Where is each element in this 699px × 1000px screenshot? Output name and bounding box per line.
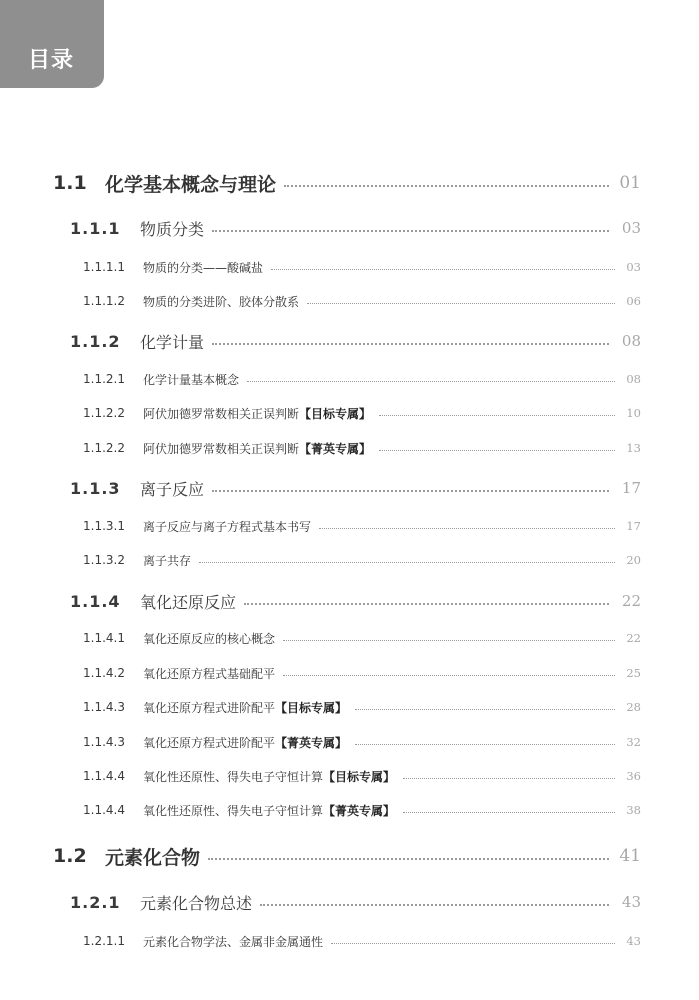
- toc-entry-title: [143, 440, 371, 457]
- toc-entry-page: 32: [626, 735, 641, 749]
- toc-leader-dots: [260, 904, 609, 906]
- toc-entry-page: 36: [626, 769, 641, 783]
- toc-entry-title-text: 阿伏加德罗常数相关正误判断: [143, 406, 300, 421]
- toc-entry-page: 38: [626, 803, 641, 817]
- toc-entry-page: 22: [626, 631, 641, 645]
- toc-entry-title: 元素化合物: [105, 846, 201, 869]
- toc-leader-dots: [403, 778, 615, 779]
- toc-leader-dots: [247, 381, 615, 382]
- toc-entry-page: 08: [621, 332, 641, 350]
- toc-entry-title-text: 氧化性还原性、得失电子守恒计算: [143, 803, 324, 818]
- toc-entry-title-text: 氧化还原方程式进阶配平: [143, 700, 276, 715]
- toc-entry-number: 1.1.1: [70, 218, 121, 238]
- toc-entry-number: 1.1.1.2: [83, 294, 125, 308]
- toc-entry-page: 43: [621, 893, 641, 911]
- toc-entry-page: 08: [626, 372, 641, 386]
- toc-entry-level3[interactable]: [83, 664, 641, 682]
- toc-entry-level3[interactable]: [83, 370, 641, 388]
- toc-entry-title: 化学基本概念与理论: [105, 173, 277, 196]
- toc-entry-number: 1.1.3.2: [83, 553, 125, 567]
- toc-entry-number: 1.2: [53, 845, 87, 867]
- toc-entry-number: 1.1.4.1: [83, 631, 125, 645]
- toc-leader-dots: [283, 640, 615, 641]
- toc-leader-dots: [212, 343, 609, 345]
- toc-entry-tag: 【目标专属】: [323, 769, 396, 784]
- toc-entry-title: [143, 768, 395, 785]
- toc-header-label: 目录: [28, 48, 75, 73]
- toc-leader-dots: [379, 450, 615, 451]
- toc-entry-level1[interactable]: [53, 844, 641, 868]
- toc-entry-page: 17: [621, 479, 641, 497]
- toc-entry-level3[interactable]: [83, 801, 641, 819]
- toc-leader-dots: [403, 812, 615, 813]
- toc-entry-title: 氧化还原反应的核心概念: [143, 631, 276, 646]
- toc-entry-level3[interactable]: [83, 439, 641, 457]
- toc-entry-tag: 【目标专属】: [275, 700, 348, 715]
- toc-entry-title: 离子反应: [140, 479, 205, 499]
- toc-entry-page: 17: [626, 519, 641, 533]
- toc-entry-title: 离子反应与离子方程式基本书写: [143, 519, 312, 534]
- toc-leader-dots: [355, 709, 615, 710]
- toc-leader-dots: [212, 490, 609, 492]
- toc-entry-level2[interactable]: [70, 477, 641, 499]
- toc-entry-title-text: 氧化还原方程式进阶配平: [143, 735, 276, 750]
- toc-entry-level2[interactable]: [70, 891, 641, 913]
- toc-leader-dots: [319, 528, 615, 529]
- toc-entry-number: 1.2.1.1: [83, 934, 125, 948]
- toc-entry-level3[interactable]: [83, 258, 641, 276]
- toc-entry-number: 1.1: [53, 172, 87, 194]
- toc-entry-title: [143, 802, 395, 819]
- toc-leader-dots: [271, 269, 615, 270]
- toc-entry-level1[interactable]: [53, 171, 641, 195]
- toc-entry-page: 01: [619, 173, 641, 193]
- toc-entry-title: [143, 699, 347, 716]
- toc-entry-number: 1.1.4.4: [83, 803, 125, 817]
- toc-entry-title-text: 氧化性还原性、得失电子守恒计算: [143, 769, 324, 784]
- toc-entry-page: 20: [626, 553, 641, 567]
- toc-entry-page: 28: [626, 700, 641, 714]
- toc-entry-page: 41: [619, 846, 641, 866]
- toc-entry-page: 25: [626, 666, 641, 680]
- toc-entry-number: 1.1.4.3: [83, 700, 125, 714]
- toc-leader-dots: [212, 230, 609, 232]
- toc-entry-page: 06: [626, 294, 641, 308]
- toc-entry-page: 03: [621, 219, 641, 237]
- toc-leader-dots: [331, 943, 615, 944]
- toc-entry-tag: 【目标专属】: [299, 406, 372, 421]
- toc-entry-page: 22: [621, 592, 641, 610]
- toc-entry-number: 1.1.4.2: [83, 666, 125, 680]
- toc-entry-title: 化学计量: [140, 332, 205, 352]
- toc-entry-tag: 【菁英专属】: [275, 735, 348, 750]
- toc-leader-dots: [244, 603, 609, 605]
- toc-entry-page: 03: [626, 260, 641, 274]
- toc-entry-tag: 【菁英专属】: [323, 803, 396, 818]
- toc-entry-level2[interactable]: [70, 330, 641, 352]
- toc-leader-dots: [199, 562, 615, 563]
- toc-entry-title: 元素化合物总述: [140, 893, 253, 913]
- toc-entry-level2[interactable]: [70, 590, 641, 612]
- toc-entry-number: 1.1.4: [70, 591, 121, 611]
- toc-entry-title: 元素化合物学法、金属非金属通性: [143, 934, 324, 949]
- toc-entry-title: [143, 405, 371, 422]
- toc-leader-dots: [379, 415, 615, 416]
- toc-entry-title: [143, 734, 347, 751]
- toc-entry-title: 离子共存: [143, 553, 192, 568]
- toc-entry-level3[interactable]: [83, 551, 641, 569]
- toc-entry-number: 1.2.1: [70, 892, 121, 912]
- toc-entry-number: 1.1.1.1: [83, 260, 125, 274]
- toc-entry-page: 43: [626, 934, 641, 948]
- toc-entry-number: 1.1.3.1: [83, 519, 125, 533]
- toc-entry-title: 物质的分类——酸碱盐: [143, 260, 264, 275]
- toc-entry-level3[interactable]: [83, 292, 641, 310]
- toc-entry-level3[interactable]: [83, 767, 641, 785]
- toc-entry-level3[interactable]: [83, 629, 641, 647]
- toc-entry-title: 氧化还原方程式基础配平: [143, 666, 276, 681]
- toc-entry-number: 1.1.2.2: [83, 406, 125, 420]
- toc-entry-tag: 【菁英专属】: [299, 441, 372, 456]
- toc-entry-level3[interactable]: [83, 404, 641, 422]
- toc-entry-title: 氧化还原反应: [140, 592, 237, 612]
- toc-leader-dots: [208, 858, 609, 860]
- toc-entry-level3[interactable]: [83, 698, 641, 716]
- toc-leader-dots: [284, 185, 609, 187]
- toc-entry-number: 1.1.2.2: [83, 441, 125, 455]
- toc-entry-number: 1.1.4.3: [83, 735, 125, 749]
- toc-entry-level3[interactable]: [83, 517, 641, 535]
- toc-entry-page: 13: [626, 441, 641, 455]
- toc-entry-title: 物质分类: [140, 219, 205, 239]
- toc-entry-title-text: 阿伏加德罗常数相关正误判断: [143, 441, 300, 456]
- toc-leader-dots: [283, 675, 615, 676]
- toc-entry-level2[interactable]: [70, 217, 641, 239]
- toc-entry-title: 化学计量基本概念: [143, 372, 240, 387]
- toc-entry-number: 1.1.3: [70, 478, 121, 498]
- toc-entry-level3[interactable]: [83, 733, 641, 751]
- toc-entry-number: 1.1.4.4: [83, 769, 125, 783]
- toc-leader-dots: [355, 744, 615, 745]
- toc-entry-page: 10: [626, 406, 641, 420]
- toc-entry-number: 1.1.2.1: [83, 372, 125, 386]
- toc-entry-level3[interactable]: [83, 932, 641, 950]
- toc-entry-title: 物质的分类进阶、胶体分散系: [143, 294, 300, 309]
- toc-leader-dots: [307, 303, 615, 304]
- toc-entry-number: 1.1.2: [70, 331, 121, 351]
